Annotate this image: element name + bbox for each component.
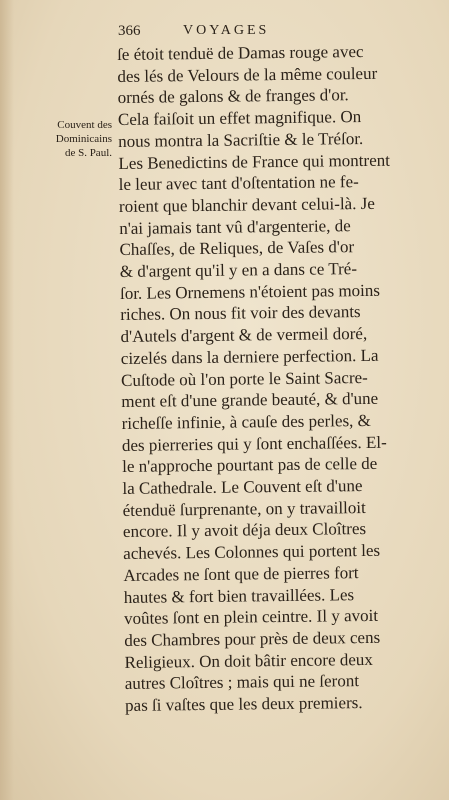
text-line: ſor. Les Ornemens n'étoient pas moins — [119, 280, 381, 303]
text-line: & d'argent qu'il y en a dans ce Tré- — [119, 259, 358, 282]
text-line: cizelés dans la derniere perfection. La — [120, 345, 379, 368]
text-line: Cuſtode où l'on porte le Saint Sacre- — [120, 367, 368, 390]
text-line: des lés de Velours de la même couleur — [117, 63, 378, 86]
text-line: Arcades ne ſont que de pierres fort — [123, 562, 359, 585]
body-text — [117, 40, 449, 717]
text-line: le n'approche pourtant pas de celle de — [122, 454, 378, 477]
running-title: VOYAGES — [183, 23, 270, 38]
text-line: des Chambres pour près de deux cens — [124, 627, 381, 650]
text-line: pas ſi vaſtes que les deux premiers. — [124, 693, 363, 716]
text-line: achevés. Les Colonnes qui portent les — [123, 540, 381, 564]
text-line: encore. Il y avoit déja deux Cloîtres — [122, 519, 367, 542]
page-number: 366 — [118, 23, 141, 39]
text-line: roient que blanchir devant celui-là. Je — [118, 193, 375, 216]
text-line: n'ai jamais tant vû d'argenterie, de — [119, 215, 351, 238]
text-line: richeſſe infinie, à cauſe des perles, & — [121, 410, 371, 433]
page-gutter-shadow — [0, 0, 14, 800]
margin-note-line: Dominicains — [55, 133, 112, 145]
text-line: voûtes ſont en plein ceintre. Il y avoit — [123, 606, 379, 629]
running-header — [118, 23, 358, 41]
margin-note — [28, 118, 112, 160]
text-line: étenduë ſurprenante, on y travailloit — [122, 497, 366, 520]
text-line: le leur avec tant d'oſtentation ne fe- — [118, 172, 359, 195]
text-line: autres Cloîtres ; mais qui ne ſeront — [124, 671, 360, 694]
margin-note-line: Couvent des — [57, 119, 112, 131]
text-line: Cela faiſoit un effet magnifique. On — [117, 107, 362, 130]
margin-note-line: de S. Paul. — [64, 147, 112, 159]
text-line: la Cathedrale. Le Couvent eſt d'une — [122, 476, 363, 499]
text-line: Les Benedictins de France qui montrent — [118, 150, 391, 173]
text-line: nous montra la Sacriſtie & le Tréſor. — [118, 128, 364, 151]
text-line: ſe étoit tenduë de Damas rouge avec — [117, 41, 364, 64]
text-line: d'Autels d'argent & de vermeil doré, — [120, 324, 368, 347]
text-line: ment eſt d'une grande beauté, & d'une — [121, 389, 379, 412]
text-line: ornés de galons & de franges d'or. — [117, 85, 349, 108]
text-line: riches. On nous fit voir des devants — [120, 302, 361, 325]
text-line: Religieux. On doit bâtir encore deux — [124, 649, 373, 672]
text-line: Chaſſes, de Reliques, de Vaſes d'or — [119, 237, 355, 260]
text-line: hautes & fort bien travaillées. Les — [123, 584, 355, 607]
text-line: des pierreries qui y ſont enchaſſées. El- — [121, 432, 387, 455]
